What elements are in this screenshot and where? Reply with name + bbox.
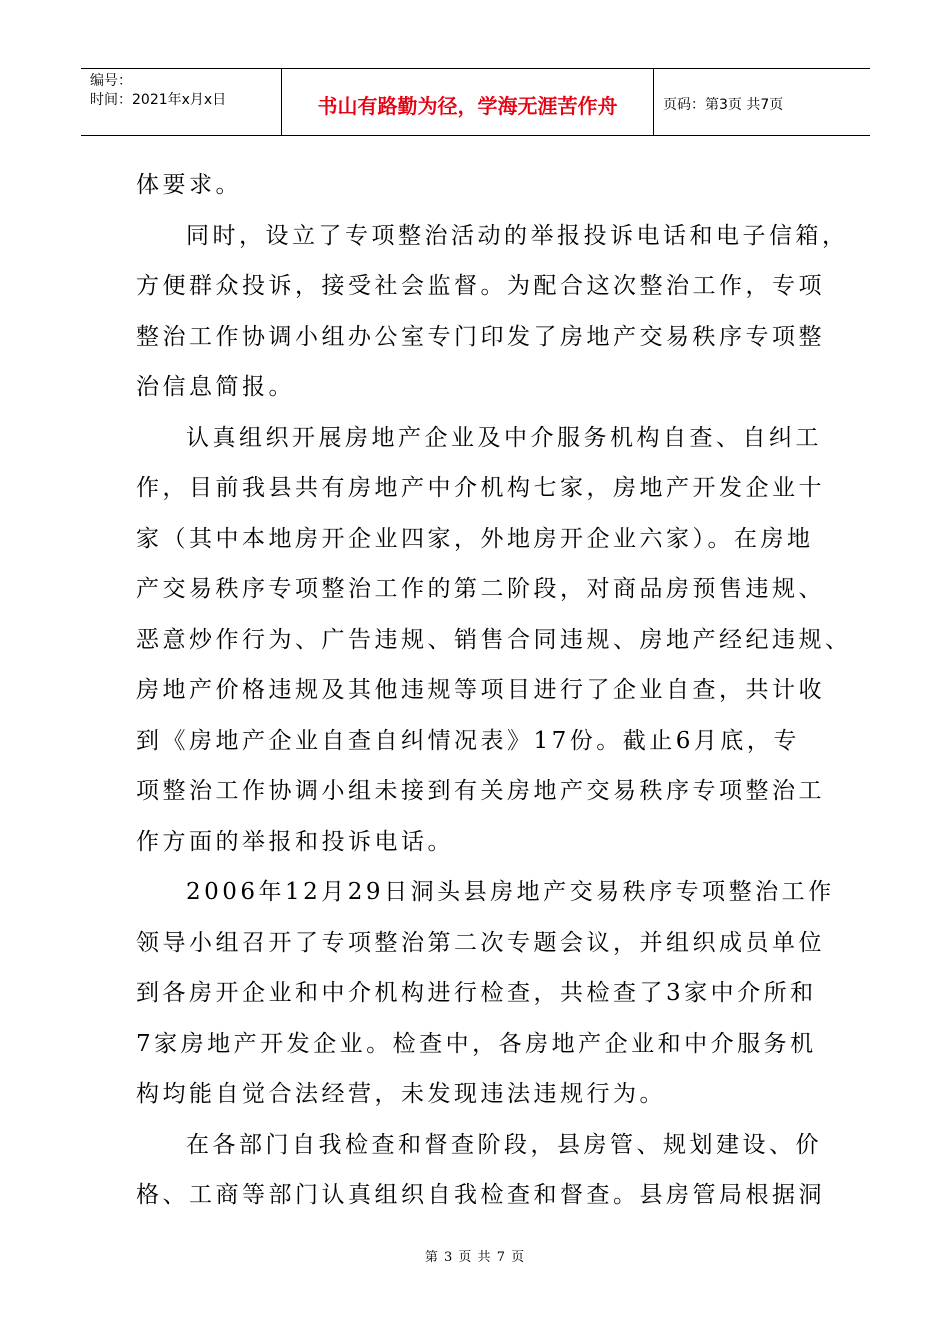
header-motto: 书山有路勤为径，学海无涯苦作舟 bbox=[282, 69, 654, 135]
body-text-line: 体要求。 bbox=[136, 172, 242, 198]
body-text-line: 治信息简报。 bbox=[136, 374, 295, 400]
body-text-line: 7家房地产开发企业。检查中，各房地产企业和中介服务机 bbox=[136, 1030, 817, 1057]
page-footer: 第 3 页 共 7 页 bbox=[424, 1250, 526, 1265]
header-number-label: 编号： bbox=[90, 73, 132, 89]
body-text-line: 构均能自觉合法经营，未发现违法违规行为。 bbox=[136, 1081, 666, 1107]
document-body bbox=[136, 160, 852, 1221]
body-text-line: 同时，设立了专项整治活动的举报投诉电话和电子信箱， bbox=[186, 222, 849, 249]
document-header bbox=[81, 68, 870, 136]
body-text-line: 产交易秩序专项整治工作的第二阶段，对商品房预售违规、 bbox=[136, 576, 825, 602]
body-text-line: 作方面的举报和投诉电话。 bbox=[136, 828, 454, 855]
body-text-line: 方便群众投诉，接受社会监督。为配合这次整治工作，专项 bbox=[136, 273, 825, 299]
header-page-info: 页码：第3页 共7页 bbox=[663, 97, 784, 113]
body-text-line: 恶意炒作行为、广告违规、销售合同违规、房地产经纪违规、 bbox=[136, 626, 852, 653]
body-text-line: 认真组织开展房地产企业及中介服务机构自查、自纠工 bbox=[186, 424, 822, 451]
body-text-line: 2006年12月29日洞头县房地产交易秩序专项整治工作 bbox=[186, 879, 835, 905]
body-text-line: 格、工商等部门认真组织自我检查和督查。县房管局根据洞 bbox=[136, 1182, 825, 1208]
body-text-line: 到各房开企业和中介机构进行检查，共检查了3家中介所和 bbox=[136, 980, 817, 1006]
body-text-line: 到《房地产企业自查自纠情况表》17份。截止6月底，专 bbox=[136, 727, 800, 754]
body-text-line: 作，目前我县共有房地产中介机构七家，房地产开发企业十 bbox=[136, 475, 825, 501]
body-text-line: 房地产价格违规及其他违规等项目进行了企业自查，共计收 bbox=[136, 677, 825, 703]
header-meta bbox=[81, 69, 282, 135]
body-text-line: 整治工作协调小组办公室专门印发了房地产交易秩序专项整 bbox=[136, 323, 825, 350]
header-date-label: 时间：2021年x月x日 bbox=[90, 92, 227, 108]
body-text-line: 家（其中本地房开企业四家，外地房开企业六家）。在房地 bbox=[136, 525, 814, 552]
body-text-line: 项整治工作协调小组未接到有关房地产交易秩序专项整治工 bbox=[136, 778, 825, 804]
body-text-line: 领导小组召开了专项整治第二次专题会议，并组织成员单位 bbox=[136, 929, 825, 956]
body-text-line: 在各部门自我检查和督查阶段，县房管、规划建设、价 bbox=[186, 1131, 822, 1158]
